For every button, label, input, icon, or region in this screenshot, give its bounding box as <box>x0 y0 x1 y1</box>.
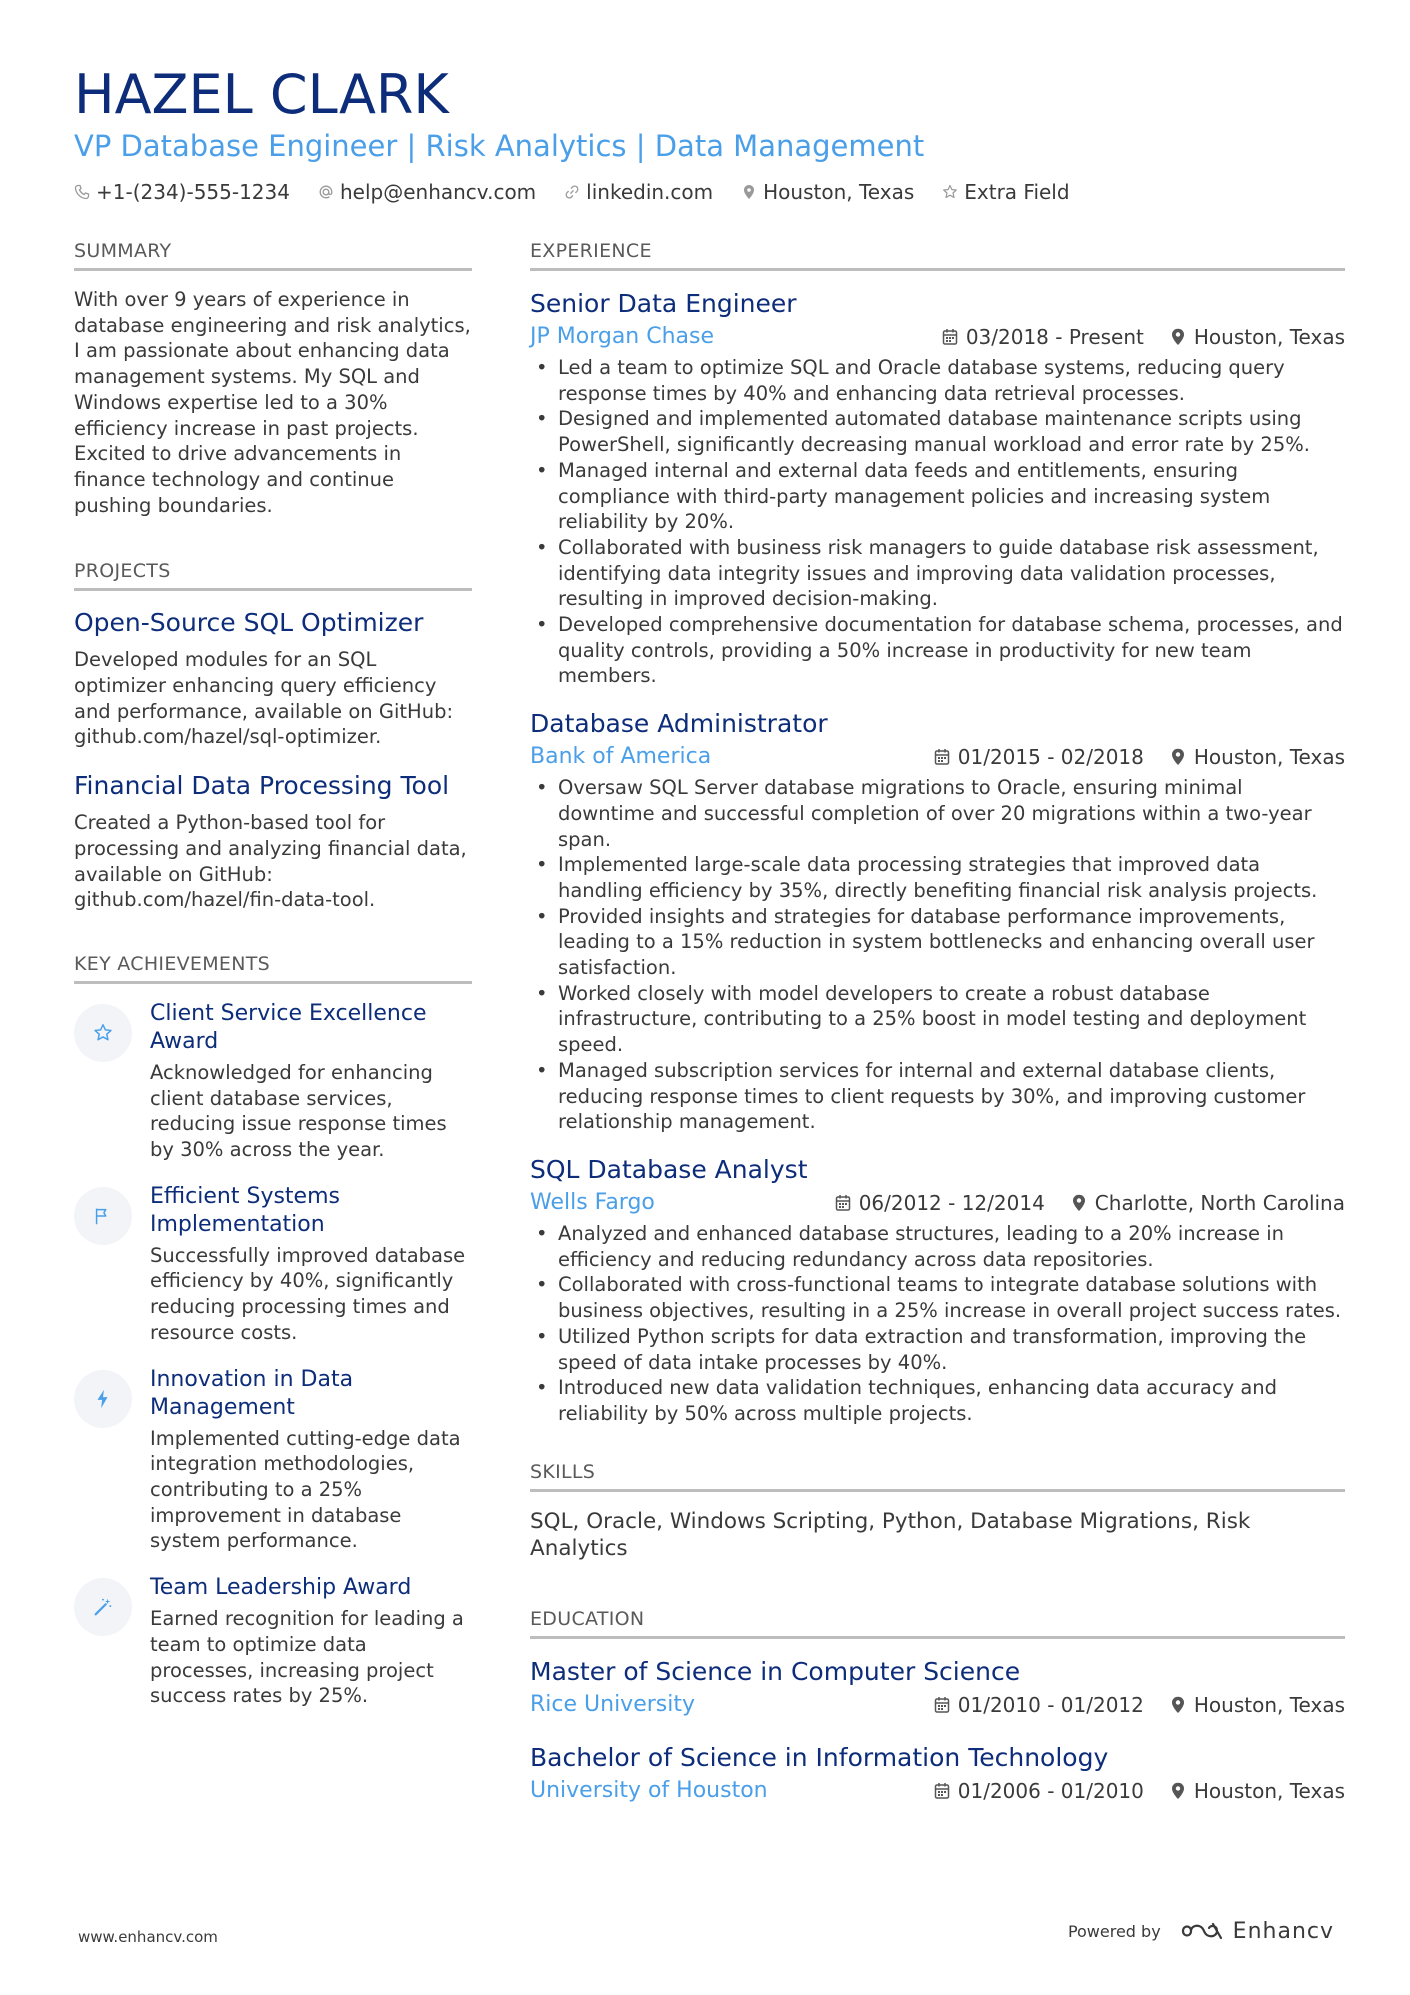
location-pin-icon <box>741 184 757 200</box>
education-entry <box>530 1655 1345 1721</box>
job-location: Houston, Texas <box>1193 325 1345 349</box>
achievement-text: Successfully improved database efficiency by 40%, significantly reducing processing times and resource costs. <box>150 1243 466 1344</box>
job-bullet: • Worked closely with model developers to create a robust database infrastructure, contributing to a 25% boost in model testing and deployment speed. <box>530 981 1345 1058</box>
education-location: Houston, Texas <box>1193 1692 1345 1717</box>
job-bullet: • Managed subscription services for internal and external database clients, reducing response times to client requests by 30%, and improving customer relationship management. <box>530 1058 1345 1135</box>
calendar-icon <box>835 1194 851 1212</box>
star-icon <box>74 1004 132 1062</box>
project-item <box>74 770 472 913</box>
achievement-text: Implemented cutting-edge data integration methodologies, contributing to a 25% improvement in database system performance. <box>150 1426 461 1553</box>
education-heading: EDUCATION <box>530 1606 1345 1639</box>
company-name: JP Morgan Chase <box>530 324 715 349</box>
contact-phone[interactable] <box>74 178 290 206</box>
experience-heading: EXPERIENCE <box>530 238 1345 271</box>
job-dates: 01/2015 - 02/2018 <box>957 745 1144 770</box>
contact-linkedin-text: linkedin.com <box>586 180 714 204</box>
job-bullet: • Collaborated with cross-functional teams to integrate database solutions with business objectives, resulting in a 25% increase in overall project success rates. <box>530 1272 1345 1323</box>
summary-heading: SUMMARY <box>74 238 472 271</box>
contact-email[interactable] <box>318 178 536 206</box>
contact-location-text: Houston, Texas <box>763 180 915 204</box>
location-pin-icon <box>1170 1782 1186 1800</box>
phone-icon <box>74 184 90 200</box>
job-bullet: • Oversaw SQL Server database migrations to Oracle, ensuring minimal downtime and successful completion of over 20 migrations within a two-year span. <box>530 775 1345 852</box>
project-title: Financial Data Processing Tool <box>74 771 450 801</box>
contact-bar <box>74 178 1344 206</box>
calendar-icon <box>934 748 950 766</box>
projects-section <box>74 558 472 913</box>
job-bullet: • Implemented large-scale data processing strategies that improved data handling efficiency by 35%, directly benefiting financial risk analysis projects. <box>530 852 1345 903</box>
education-dates: 01/2010 - 01/2012 <box>957 1692 1144 1717</box>
education-section <box>530 1606 1345 1807</box>
achievement-title: Client Service Excellence Award <box>150 1000 427 1054</box>
achievements-heading: KEY ACHIEVEMENTS <box>74 951 472 984</box>
link-icon <box>564 184 580 200</box>
company-name: Bank of America <box>530 744 712 770</box>
candidate-name: HAZEL CLARK <box>74 63 449 126</box>
achievements-section <box>74 951 472 1709</box>
projects-heading: PROJECTS <box>74 558 472 591</box>
skills-text: SQL, Oracle, Windows Scripting, Python, Database Migrations, Risk Analytics <box>530 1508 1251 1561</box>
achievement-title: Innovation in Data Management <box>150 1366 354 1420</box>
achievement-title: Efficient Systems Implementation <box>150 1183 340 1237</box>
job-bullet: • Utilized Python scripts for data extraction and transformation, improving the speed of data intake processes by 40%. <box>530 1324 1345 1375</box>
job-bullet: • Analyzed and enhanced database structures, leading to a 20% increase in efficiency and reducing redundancy across data repositories. <box>530 1221 1345 1272</box>
job-location: Charlotte, North Carolina <box>1094 1190 1345 1215</box>
contact-email-text: help@enhancv.com <box>339 180 537 204</box>
project-title: Open-Source SQL Optimizer <box>74 608 424 638</box>
experience-section <box>530 238 1345 1427</box>
job-dates: 03/2018 - Present <box>965 325 1144 349</box>
job-bullet: • Collaborated with business risk managers to guide database risk assessment, identifying data integrity issues and improving data validation processes, resulting in improved decision-making. <box>530 535 1345 612</box>
contact-extra-text: Extra Field <box>964 180 1070 204</box>
location-pin-icon <box>1170 748 1186 766</box>
degree-title: Master of Science in Computer Science <box>530 1656 1021 1686</box>
job-bullet: • Introduced new data validation techniques, enhancing data accuracy and reliability by 50% across multiple projects. <box>530 1375 1345 1426</box>
job-entry <box>530 707 1345 1135</box>
candidate-title: VP Database Engineer | Risk Analytics | Data Management <box>74 129 925 163</box>
job-bullet: • Managed internal and external data feeds and entitlements, ensuring compliance with third-party management policies and increasing system reliability by 20%. <box>530 458 1345 535</box>
contact-linkedin[interactable] <box>564 178 713 206</box>
job-entry <box>530 287 1345 689</box>
lightning-icon <box>74 1370 132 1428</box>
school-name: University of Houston <box>530 1777 768 1803</box>
magic-wand-icon <box>74 1578 132 1636</box>
job-title: SQL Database Analyst <box>530 1154 808 1184</box>
education-entry <box>530 1741 1345 1807</box>
skills-heading: SKILLS <box>530 1459 1345 1492</box>
project-text: Created a Python-based tool for processing and analyzing financial data, available on GitHub: github.com/hazel/fin-data-tool. <box>74 811 467 912</box>
footer-website[interactable]: www.enhancv.com <box>78 1928 218 1946</box>
resume-header <box>74 62 1344 206</box>
education-location: Houston, Texas <box>1193 1778 1345 1803</box>
project-text: Developed modules for an SQL optimizer enhancing query efficiency and performance, available on GitHub: github.com/hazel/sql-optimizer. <box>74 648 454 749</box>
star-icon <box>942 184 958 200</box>
job-bullets <box>530 355 1345 689</box>
calendar-icon <box>934 1782 950 1800</box>
job-bullets <box>530 775 1345 1135</box>
at-icon <box>318 184 334 200</box>
job-bullet: • Led a team to optimize SQL and Oracle database systems, reducing query response times by 40% and enhancing data retrieval processes. <box>530 355 1345 406</box>
flag-icon <box>74 1187 132 1245</box>
school-name: Rice University <box>530 1691 695 1717</box>
achievement-item <box>74 1000 472 1163</box>
achievement-item <box>74 1574 472 1709</box>
skills-section <box>530 1459 1345 1562</box>
location-pin-icon <box>1071 1194 1087 1212</box>
achievement-text: Earned recognition for leading a team to optimize data processes, increasing project success rates by 25%. <box>150 1607 464 1708</box>
contact-extra <box>942 178 1069 206</box>
summary-text: With over 9 years of experience in database engineering and risk analytics, I am passionate about enhancing data management systems. My SQL and Windows expertise led to a 30% efficiency increase in past projects. Excited to drive advancements in finance technology and continue pushing boundaries. <box>74 288 471 517</box>
job-bullet: • Developed comprehensive documentation for database schema, processes, and quality controls, providing a 50% increase in productivity for new team members. <box>530 612 1345 689</box>
company-name: Wells Fargo <box>530 1189 655 1215</box>
right-column <box>530 238 1345 1827</box>
left-column <box>74 238 472 1729</box>
contact-phone-text: +1-(234)-555-1234 <box>96 180 290 204</box>
degree-title: Bachelor of Science in Information Technology <box>530 1742 1109 1772</box>
education-dates: 01/2006 - 01/2010 <box>957 1778 1144 1803</box>
summary-section <box>74 238 472 518</box>
enhancv-logo[interactable] <box>1179 1918 1334 1944</box>
calendar-icon <box>934 1696 950 1714</box>
enhancv-logo-icon <box>1179 1918 1225 1944</box>
location-pin-icon <box>1170 328 1186 346</box>
location-pin-icon <box>1170 1696 1186 1714</box>
contact-location <box>741 178 914 206</box>
job-bullet: • Provided insights and strategies for database performance improvements, leading to a 15% reduction in system bottlenecks and enhancing overall user satisfaction. <box>530 904 1345 981</box>
achievement-item <box>74 1183 472 1346</box>
achievement-item <box>74 1366 472 1555</box>
job-bullets <box>530 1221 1345 1427</box>
job-bullet: • Designed and implemented automated database maintenance scripts using PowerShell, significantly decreasing manual workload and error rate by 25%. <box>530 406 1345 457</box>
job-title: Database Administrator <box>530 709 828 739</box>
powered-by-label: Powered by <box>1067 1921 1161 1941</box>
job-title: Senior Data Engineer <box>530 289 797 318</box>
enhancv-wordmark: Enhancv <box>1232 1918 1334 1944</box>
project-item <box>74 607 472 750</box>
footer-branding <box>1068 1918 1334 1944</box>
achievement-title: Team Leadership Award <box>150 1575 412 1601</box>
job-dates: 06/2012 - 12/2014 <box>858 1190 1045 1215</box>
calendar-icon <box>942 328 958 346</box>
job-location: Houston, Texas <box>1193 745 1345 770</box>
job-entry <box>530 1153 1345 1427</box>
achievement-text: Acknowledged for enhancing client database services, reducing issue response times by 30% across the year. <box>150 1060 447 1162</box>
